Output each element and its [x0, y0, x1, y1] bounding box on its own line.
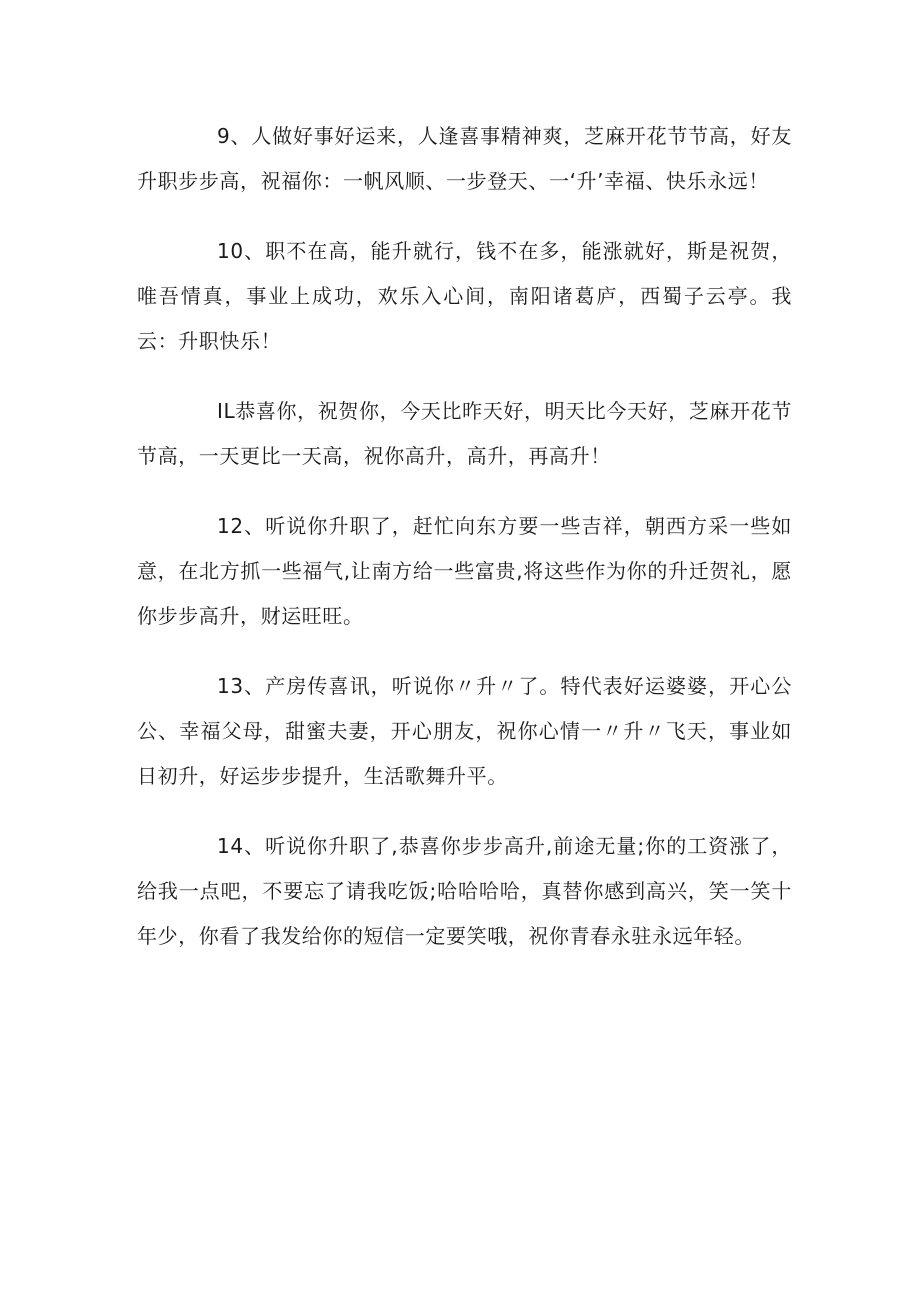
document-body — [137, 114, 792, 959]
paragraph-14: 14、听说你升职了,恭喜你步步高升,前途无量;你的工资涨了，给我一点吧，不要忘了请我吃饭;哈哈哈哈，真替你感到高兴，笑一笑十年少，你看了我发给你的短信一定要笑哦，祝你青春永驻永远年轻。 — [137, 834, 792, 948]
paragraph-13: 13、产房传喜讯，听说你〃升〃了。特代表好运婆婆，开心公公、幸福父母，甜蜜夫妻，开心朋友，祝你心情一〃升〃飞天，事业如日初升，好运步步提升，生活歌舞升平。 — [137, 674, 792, 788]
paragraph-11: IL恭喜你，祝贺你，今天比昨天好，明天比今天好，芝麻开花节节高，一天更比一天高，祝你高升，高升，再高升！ — [137, 399, 792, 468]
paragraph-9: 9、人做好事好运来，人逢喜事精神爽，芝麻开花节节高，好友升职步步高，祝福你：一帆风顺、一步登天、一‘升’幸福、快乐永远！ — [137, 124, 792, 193]
paragraph-12: 12、听说你升职了，赶忙向东方要一些吉祥，朝西方采一些如意，在北方抓一些福气,让南方给一些富贵,将这些作为你的升迁贺礼，愿你步步高升，财运旺旺。 — [137, 514, 792, 628]
paragraph-10: 10、职不在高，能升就行，钱不在多，能涨就好，斯是祝贺，唯吾情真，事业上成功，欢乐入心间，南阳诸葛庐，西蜀子云亭。我云：升职快乐！ — [137, 239, 792, 353]
